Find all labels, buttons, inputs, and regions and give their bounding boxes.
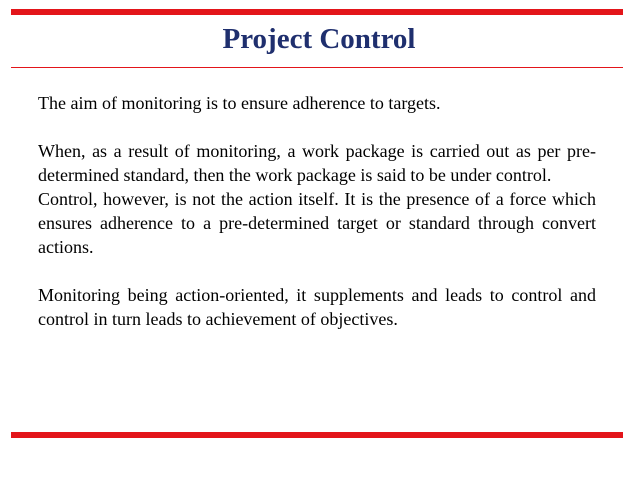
paragraph-gap [38,259,596,283]
paragraph-under-control: When, as a result of monitoring, a work package is carried out as per pre-determined standard, then the work package is said to be under control. [38,141,596,185]
paragraph-control-definition: Control, however, is not the action itself. It is the presence of a force which ensures adherence to a pre-determined target or standard through convert actions. [38,189,596,257]
paragraph-aim: The aim of monitoring is to ensure adherence to targets. [38,93,441,113]
bottom-accent-bar [11,432,623,438]
slide-body [38,91,596,331]
title-divider [11,67,623,68]
top-accent-bar [11,9,623,15]
paragraph-gap [38,115,596,139]
paragraph-monitoring: Monitoring being action-oriented, it supplements and leads to control and control in turn leads to achievement of objectives. [38,285,596,329]
slide-title: Project Control [222,23,416,55]
